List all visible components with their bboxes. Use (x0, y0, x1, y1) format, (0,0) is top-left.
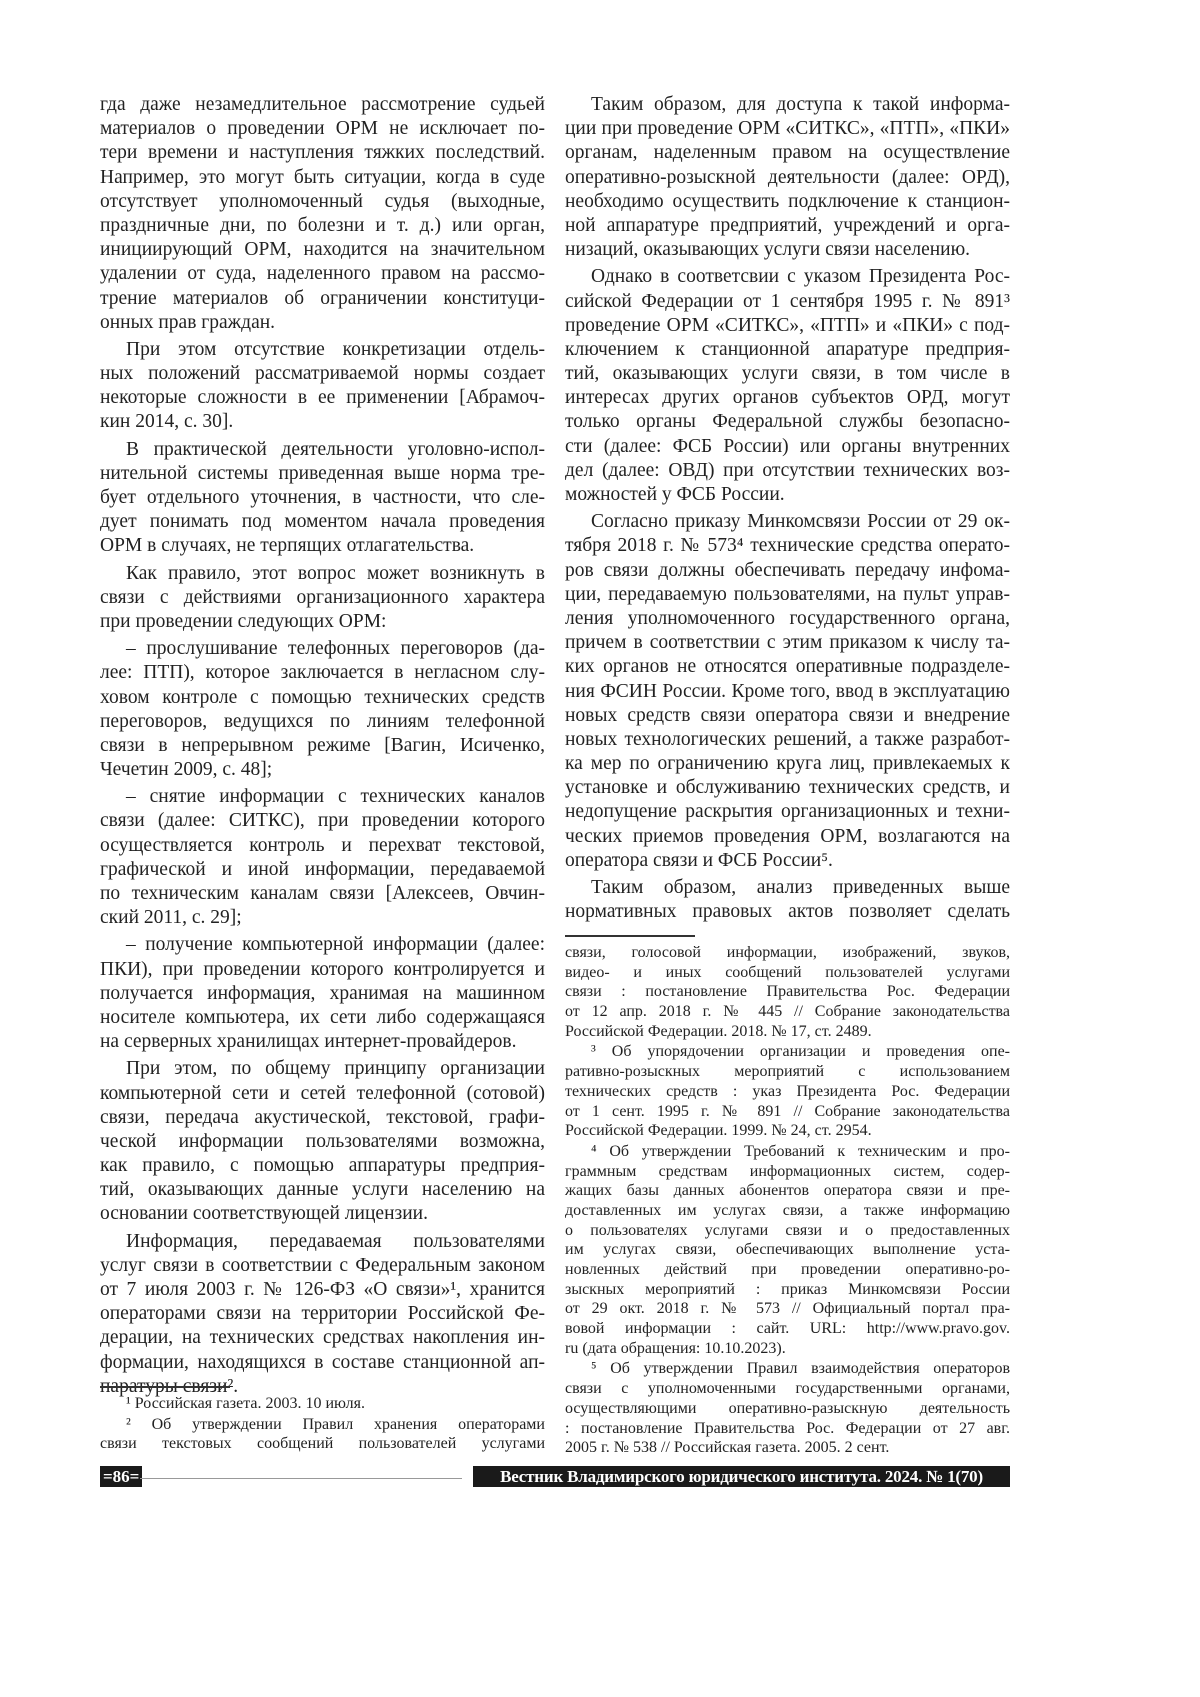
text-line: ОРМ в случаях, не терпящих отлагательства. (100, 534, 545, 558)
text-line: ной аппаратуре предприятий, учреждений и орга- (565, 214, 1010, 238)
text-line: нительной системы приведенная выше норма тре- (100, 462, 545, 486)
text-line: основании соответствующей лицензии. (100, 1202, 545, 1226)
text-line: оператора связи и ФСБ России⁵. (565, 849, 1010, 873)
text-line: новленных действий при проведении оперативно-ро- (565, 1260, 1010, 1280)
text-line: ru (дата обращения: 10.10.2023). (565, 1339, 1010, 1359)
text-line: Таким образом, для доступа к такой информа- (565, 93, 1010, 117)
text-line: связи с уполномоченными государственными органами, (565, 1379, 1010, 1399)
text-line: органам, наделенным правом на осуществление (565, 141, 1010, 165)
text-line: онных прав граждан. (100, 311, 545, 335)
text-line: ния ФСИН России. Кроме того, ввод в эксплуатацию (565, 680, 1010, 704)
text-line: видео- и иных сообщений пользователей услугами (565, 963, 1010, 983)
text-line: интересах других органов субъектов ОРД, могут (565, 386, 1010, 410)
text-line: необходимо осуществить подключение к станцион- (565, 190, 1010, 214)
text-line: ховом контроле с помощью технических средств (100, 686, 545, 710)
text-line: дел (далее: ОВД) при отсутствии технических воз- (565, 459, 1010, 483)
text-line: Например, это могут быть ситуации, когда в суде (100, 166, 545, 190)
text-line: ции при проведение ОРМ «СИТКС», «ПТП», «ПКИ» (565, 117, 1010, 141)
text-line: ративно-розыскных мероприятий с использованием (565, 1062, 1010, 1082)
text-line: ка мер по ограничению круга лиц, привлекаемых к (565, 752, 1010, 776)
text-line: удалении от суда, наделенного правом на рассмо- (100, 262, 545, 286)
text-line: граммным средствам информационных систем, содер- (565, 1162, 1010, 1182)
text-line: ² Об утверждении Правил хранения операторами (100, 1415, 545, 1435)
paragraph (565, 93, 1010, 262)
text-line: связи в непрерывном режиме [Вагин, Исиченко, (100, 734, 545, 758)
text-line: зыскных мероприятий : приказ Минкомсвязи России (565, 1280, 1010, 1300)
text-line: оперативно-розыскной деятельности (далее: ОРД), (565, 166, 1010, 190)
text-line: им услугах связи, обеспечивающих выполнение уста- (565, 1240, 1010, 1260)
text-line: отсутствует уполномоченный судья (выходные, (100, 190, 545, 214)
text-line: низаций, оказывающих услуги связи населению. (565, 238, 1010, 262)
text-line: переговоров, ведущихся по линиям телефонной (100, 710, 545, 734)
text-line: от 12 апр. 2018 г. № 445 // Собрание законодательства (565, 1002, 1010, 1022)
text-line: некоторые сложности в ее применении [Абрамоч- (100, 386, 545, 410)
left-footnotes (100, 1394, 545, 1455)
text-line: ных положений рассматриваемой нормы создает (100, 362, 545, 386)
text-line: тября 2018 г. № 573⁴ технические средства операто- (565, 534, 1010, 558)
text-line: Чечетин 2009, с. 48]; (100, 758, 545, 782)
text-line: бует отдельного уточнения, в частности, что сле- (100, 486, 545, 510)
text-line: Таким образом, анализ приведенных выше (565, 876, 1010, 900)
paragraph (100, 1230, 545, 1399)
text-line: осуществляющими оперативно-разыскную деятельность (565, 1399, 1010, 1419)
text-line: трение материалов об ограничении конституци- (100, 287, 545, 311)
text-line: связи текстовых сообщений пользователей услугами (100, 1434, 545, 1454)
text-line: дерации, на технических средствах накопления ин- (100, 1326, 545, 1350)
footer-divider (140, 1478, 462, 1479)
text-line: графической и иной информации, передаваемой (100, 858, 545, 882)
text-line: недопущение раскрытия организационных и техни- (565, 800, 1010, 824)
page-footer (100, 1466, 1010, 1487)
text-line: осуществляется контроль и перехват текстовой, (100, 834, 545, 858)
text-line: гда даже незамедлительное рассмотрение судьей (100, 93, 545, 117)
text-line: получается информация, хранимая на машинном (100, 982, 545, 1006)
paragraph (100, 933, 545, 1054)
text-line: технических средств : указ Президента Рос. Федерации (565, 1082, 1010, 1102)
text-line: Однако в соответсвии с указом Президента Рос- (565, 265, 1010, 289)
text-line: ⁵ Об утверждении Правил взаимодействия операторов (565, 1359, 1010, 1379)
paragraph (100, 1057, 545, 1226)
text-line: праздничные дни, по болезни и т. д.) или орган, (100, 214, 545, 238)
footnote-separator (565, 935, 695, 937)
footnote (100, 1415, 545, 1454)
text-line: жащих базы данных абонентов оператора связи и пре- (565, 1181, 1010, 1201)
text-line: ких органов не относятся оперативные подразделе- (565, 655, 1010, 679)
text-line: связи, голосовой информации, изображений, звуков, (565, 943, 1010, 963)
text-line: доставленных им услугах связи, а также информацию (565, 1201, 1010, 1221)
text-line: компьютерной сети и сетей телефонной (сотовой) (100, 1082, 545, 1106)
footnote (565, 943, 1010, 1041)
text-line: проведение ОРМ «СИТКС», «ПТП» и «ПКИ» с под- (565, 314, 1010, 338)
text-line: по техническим каналам связи [Алексеев, Овчин- (100, 882, 545, 906)
text-line: от 1 сент. 1995 г. № 891 // Собрание законодательства (565, 1102, 1010, 1122)
text-line: материалов о проведении ОРМ не исключает по- (100, 117, 545, 141)
text-line: от 7 июля 2003 г. № 126-ФЗ «О связи»¹, хранится (100, 1278, 545, 1302)
text-line: новых средств связи оператора связи и внедрение (565, 704, 1010, 728)
text-line: кин 2014, с. 30]. (100, 410, 545, 434)
text-line: сийской Федерации от 1 сентября 1995 г. № 891³ (565, 290, 1010, 314)
text-line: При этом, по общему принципу организации (100, 1057, 545, 1081)
text-line: ления уполномоченного государственного органа, (565, 607, 1010, 631)
text-line: о пользователях услугами связи и о предоставленных (565, 1221, 1010, 1241)
left-column (100, 93, 545, 1402)
text-line: на серверных хранилищах интернет-провайдеров. (100, 1030, 545, 1054)
paragraph (565, 265, 1010, 507)
footnote (565, 1042, 1010, 1140)
text-line: тери времени и наступления тяжких последствий. (100, 141, 545, 165)
footnote (565, 1142, 1010, 1359)
text-line: связи с действиями организационного характера (100, 586, 545, 610)
text-line: лее: ПТП), которое заключается в негласном слу- (100, 661, 545, 685)
text-line: Российской Федерации. 2018. № 17, ст. 2489. (565, 1022, 1010, 1042)
text-line: ческих приемов проведения ОРМ, возлагаются на (565, 825, 1010, 849)
journal-title: Вестник Владимирского юридического института. 2024. № 1(70) (473, 1466, 1010, 1487)
text-line: причем в соответствии с этим приказом к числу та- (565, 631, 1010, 655)
right-footnotes (565, 943, 1010, 1459)
paragraph (100, 438, 545, 559)
text-line: при проведении следующих ОРМ: (100, 610, 545, 634)
footnote-separator (100, 1386, 230, 1388)
text-line: можностей у ФСБ России. (565, 483, 1010, 507)
text-line: ⁴ Об утверждении Требований к техническим и про- (565, 1142, 1010, 1162)
text-line: ческой информации пользователями возможна, (100, 1130, 545, 1154)
text-line: ции, передаваемую пользователями, на пульт управ- (565, 583, 1010, 607)
paragraph (100, 338, 545, 435)
text-line: При этом отсутствие конкретизации отдель- (100, 338, 545, 362)
text-line: – снятие информации с технических каналов (100, 785, 545, 809)
text-line: 2005 г. № 538 // Российская газета. 2005. 2 сент. (565, 1438, 1010, 1458)
text-line: как правило, с помощью аппаратуры предприя- (100, 1154, 545, 1178)
text-line: носителе компьютера, их сети либо содержащаяся (100, 1006, 545, 1030)
text-line: – получение компьютерной информации (далее: (100, 933, 545, 957)
text-line: ский 2011, с. 29]; (100, 906, 545, 930)
text-line: ¹ Российская газета. 2003. 10 июля. (100, 1394, 545, 1414)
text-line: ³ Об упорядочении организации и проведения опе- (565, 1042, 1010, 1062)
text-line: дует понимать под моментом начала проведения (100, 510, 545, 534)
paragraph (100, 93, 545, 335)
page-number: =86= (100, 1466, 142, 1487)
footnote (100, 1394, 545, 1414)
text-line: тий, оказывающих услуги связи, в том числе в (565, 362, 1010, 386)
text-line: связи (далее: СИТКС), при проведении которого (100, 809, 545, 833)
text-line: : постановление Правительства Рос. Федерации от 27 авг. (565, 1419, 1010, 1439)
text-line: новых технологических решений, а также разработ- (565, 728, 1010, 752)
text-line: связи : постановление Правительства Рос. Федерации (565, 982, 1010, 1002)
footnote (565, 1359, 1010, 1457)
text-line: Российской Федерации. 1999. № 24, ст. 2954. (565, 1121, 1010, 1141)
right-column (565, 93, 1010, 927)
text-line: тий, оказывающих данные услуги населению на (100, 1178, 545, 1202)
text-line: сти (далее: ФСБ России) или органы внутренних (565, 435, 1010, 459)
text-line: инициирующий ОРМ, находится на значительном (100, 238, 545, 262)
text-line: только органы Федеральной службы безопасно- (565, 410, 1010, 434)
text-line: ПКИ), при проведении которого контролируется и (100, 958, 545, 982)
text-line: – прослушивание телефонных переговоров (да- (100, 637, 545, 661)
text-line: Как правило, этот вопрос может возникнуть в (100, 562, 545, 586)
paragraph (100, 785, 545, 930)
text-line: ключением к станционной апаратуре предприя- (565, 338, 1010, 362)
text-line: услуг связи в соответствии с Федеральным законом (100, 1254, 545, 1278)
text-line: вовой информации : сайт. URL: http://www.pravo.gov. (565, 1319, 1010, 1339)
paragraph (100, 637, 545, 782)
text-line: Информация, передаваемая пользователями (100, 1230, 545, 1254)
text-line: Согласно приказу Минкомсвязи России от 29 ок- (565, 510, 1010, 534)
paragraph (565, 510, 1010, 873)
text-line: установке и обслуживанию технических средств, и (565, 776, 1010, 800)
text-line: ров связи должны обеспечивать передачу инфома- (565, 559, 1010, 583)
text-line: формации, находящихся в составе станционной ап- (100, 1351, 545, 1375)
text-line: нормативных правовых актов позволяет сделать (565, 900, 1010, 924)
paragraph (565, 876, 1010, 924)
text-line: от 29 окт. 2018 г. № 573 // Официальный портал пра- (565, 1299, 1010, 1319)
text-line: операторами связи на территории Российской Фе- (100, 1302, 545, 1326)
paragraph (100, 562, 545, 635)
text-line: связи, передача акустической, текстовой, графи- (100, 1106, 545, 1130)
text-line: В практической деятельности уголовно-испол- (100, 438, 545, 462)
